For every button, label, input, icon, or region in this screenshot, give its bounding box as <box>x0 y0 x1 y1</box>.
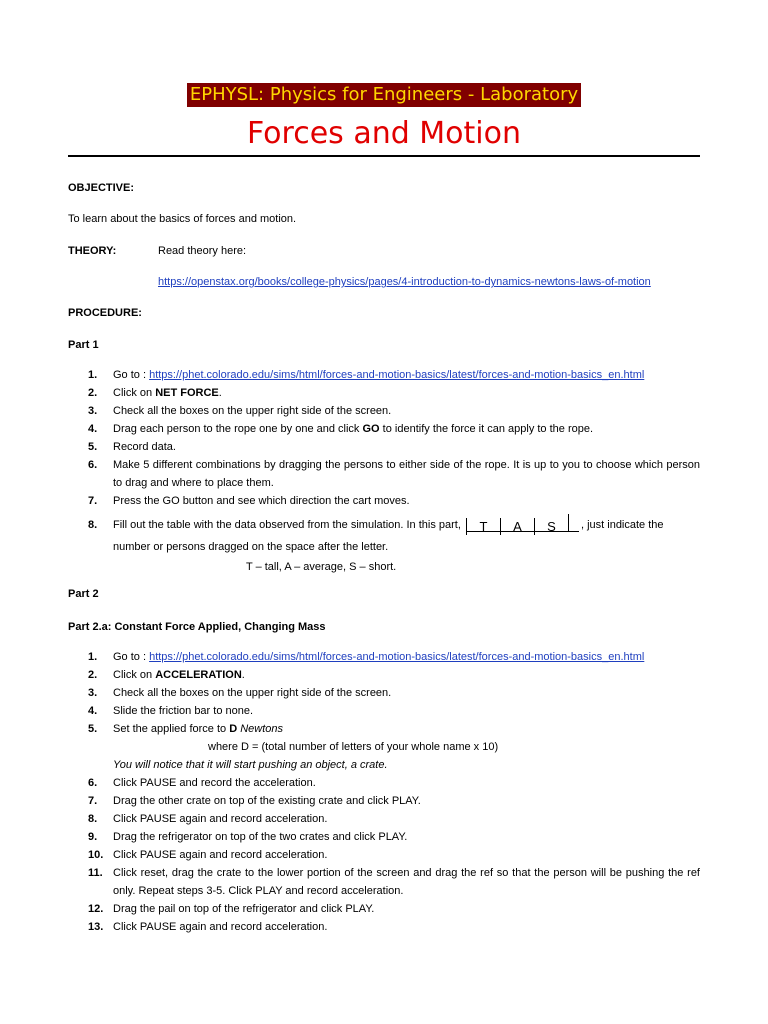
theory-link[interactable]: https://openstax.org/books/college-physics/pages/4-introduction-to-dynamics-newtons-laws-of-motion <box>158 276 651 288</box>
part2-heading: Part 2 <box>68 588 99 600</box>
list-item: 8. Click PAUSE again and record acceleration. <box>88 813 328 825</box>
theory-heading: THEORY: <box>68 245 117 257</box>
list-item: 9. Drag the refrigerator on top of the two crates and click PLAY. <box>88 831 408 843</box>
tas-boxes <box>466 514 579 535</box>
box-s: S <box>534 518 568 535</box>
lab-title: Forces and Motion <box>246 116 521 151</box>
part2-steps <box>88 648 700 936</box>
list-item: 1. Go to : https://phet.colorado.edu/sims/html/forces-and-motion-basics/latest/forces-and-motion-basics_en.html <box>88 369 645 381</box>
phet-link[interactable]: https://phet.colorado.edu/sims/html/forces-and-motion-basics/latest/forces-and-motion-basics_en.html <box>149 651 645 663</box>
list-item: 7. Drag the other crate on top of the existing crate and click PLAY. <box>88 795 421 807</box>
list-item: 1. Go to : https://phet.colorado.edu/sims/html/forces-and-motion-basics/latest/forces-and-motion-basics_en.html <box>88 651 645 663</box>
document-page <box>68 0 700 1024</box>
list-item: 8. Fill out the table with the data observed from the simulation. In this part, T A S , just indicate the number or persons dragged on the space after the letter. <box>88 514 700 558</box>
box-a: A <box>500 518 534 535</box>
list-item: 13. Click PAUSE again and record acceleration. <box>88 921 328 933</box>
procedure-heading: PROCEDURE: <box>68 307 142 319</box>
objective-heading: OBJECTIVE: <box>68 182 135 194</box>
course-title-wrap <box>68 83 700 107</box>
list-item: 12. Drag the pail on top of the refrigerator and click PLAY. <box>88 903 375 915</box>
list-item: 2. Click on NET FORCE. <box>88 387 222 399</box>
title-divider <box>68 155 700 157</box>
list-item: 5. Record data. <box>88 441 176 453</box>
part1-heading: Part 1 <box>68 339 99 351</box>
crate-note: You will notice that it will start pushing an object, a crate. <box>113 759 388 771</box>
list-item: 4. Drag each person to the rope one by one and click GO to identify the force it can apply to the rope. <box>88 423 594 435</box>
theory-text: Read theory here: <box>158 245 247 257</box>
list-item: 6. Make 5 different combinations by dragging the persons to either side of the rope. It is up to you to choose which person to drag and where to place them. <box>88 459 700 489</box>
course-title: EPHYSL: Physics for Engineers - Laboratory <box>187 83 581 107</box>
part1-steps <box>88 366 700 576</box>
box-t: T <box>466 518 500 535</box>
list-item: 7. Press the GO button and see which direction the cart moves. <box>88 495 410 507</box>
objective-text: To learn about the basics of forces and motion. <box>68 213 297 225</box>
part2a-heading: Part 2.a: Constant Force Applied, Changing Mass <box>68 621 326 633</box>
list-item: 5. Set the applied force to D Newtons <box>88 723 283 735</box>
tas-legend: T – tall, A – average, S – short. <box>246 561 397 573</box>
list-item: 3. Check all the boxes on the upper right side of the screen. <box>88 405 392 417</box>
list-item: 11. Click reset, drag the crate to the lower portion of the screen and drag the ref so that the person will be pushing the ref only. Repeat steps 3-5. Click PLAY and record acceleration. <box>88 867 700 897</box>
list-item: 6. Click PAUSE and record the acceleration. <box>88 777 316 789</box>
formula-line: where D = (total number of letters of your whole name x 10) <box>208 741 499 753</box>
list-item: 4. Slide the friction bar to none. <box>88 705 254 717</box>
phet-link[interactable]: https://phet.colorado.edu/sims/html/forces-and-motion-basics/latest/forces-and-motion-basics_en.html <box>149 369 645 381</box>
list-item: 10. Click PAUSE again and record acceleration. <box>88 849 328 861</box>
list-item: 3. Check all the boxes on the upper right side of the screen. <box>88 687 392 699</box>
list-item: 2. Click on ACCELERATION. <box>88 669 245 681</box>
